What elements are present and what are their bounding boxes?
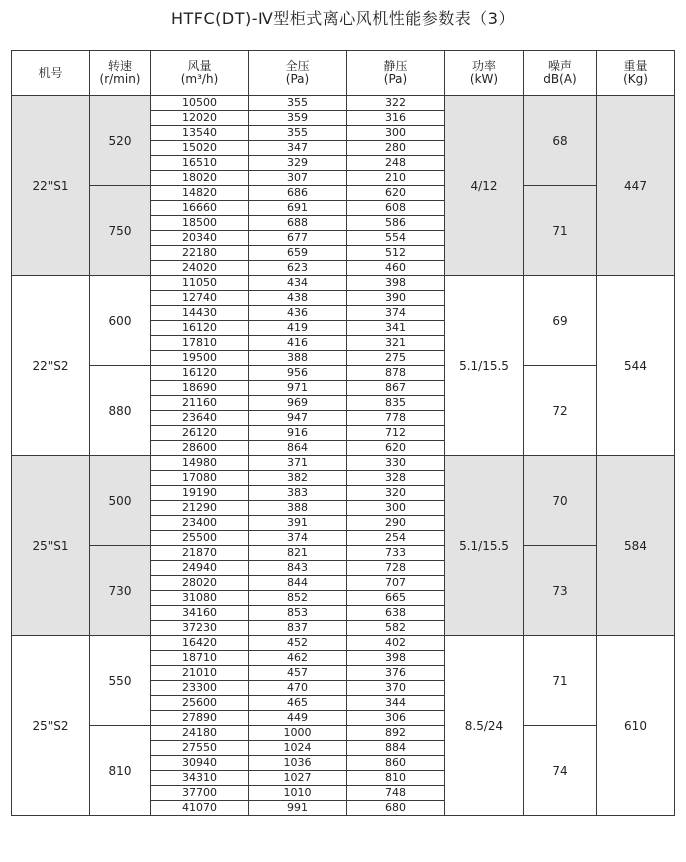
total-pressure-cell: 677 [249,231,347,246]
model-cell: 25"S2 [12,636,90,816]
total-pressure-cell: 956 [249,366,347,381]
static-pressure-cell: 210 [347,171,445,186]
total-pressure-cell: 1000 [249,726,347,741]
total-pressure-cell: 843 [249,561,347,576]
weight-cell: 610 [597,636,675,816]
total-pressure-cell: 374 [249,531,347,546]
total-pressure-cell: 462 [249,651,347,666]
static-pressure-cell: 554 [347,231,445,246]
table-body [12,96,675,816]
total-pressure-cell: 947 [249,411,347,426]
static-pressure-cell: 290 [347,516,445,531]
airflow-cell: 34310 [151,771,249,786]
static-pressure-cell: 512 [347,246,445,261]
total-pressure-cell: 1024 [249,741,347,756]
table-row [12,186,675,201]
static-pressure-cell: 341 [347,321,445,336]
header-static-pressure: 静压 (Pa) [347,51,445,96]
airflow-cell: 27890 [151,711,249,726]
noise-cell: 73 [524,546,597,636]
airflow-cell: 24940 [151,561,249,576]
airflow-cell: 26120 [151,426,249,441]
total-pressure-cell: 844 [249,576,347,591]
total-pressure-cell: 452 [249,636,347,651]
total-pressure-cell: 391 [249,516,347,531]
static-pressure-cell: 665 [347,591,445,606]
total-pressure-cell: 916 [249,426,347,441]
airflow-cell: 18020 [151,171,249,186]
speed-cell: 550 [90,636,151,726]
noise-cell: 71 [524,186,597,276]
total-pressure-cell: 837 [249,621,347,636]
airflow-cell: 17810 [151,336,249,351]
total-pressure-cell: 853 [249,606,347,621]
airflow-cell: 23300 [151,681,249,696]
static-pressure-cell: 370 [347,681,445,696]
speed-cell: 500 [90,456,151,546]
static-pressure-cell: 586 [347,216,445,231]
static-pressure-cell: 733 [347,546,445,561]
airflow-cell: 12020 [151,111,249,126]
airflow-cell: 12740 [151,291,249,306]
total-pressure-cell: 659 [249,246,347,261]
total-pressure-cell: 307 [249,171,347,186]
total-pressure-cell: 686 [249,186,347,201]
total-pressure-cell: 1010 [249,786,347,801]
total-pressure-cell: 852 [249,591,347,606]
airflow-cell: 10500 [151,96,249,111]
noise-cell: 68 [524,96,597,186]
airflow-cell: 14430 [151,306,249,321]
static-pressure-cell: 748 [347,786,445,801]
static-pressure-cell: 320 [347,486,445,501]
total-pressure-cell: 419 [249,321,347,336]
noise-cell: 72 [524,366,597,456]
static-pressure-cell: 460 [347,261,445,276]
table-row [12,366,675,381]
static-pressure-cell: 390 [347,291,445,306]
header-speed: 转速 (r/min) [90,51,151,96]
static-pressure-cell: 728 [347,561,445,576]
static-pressure-cell: 316 [347,111,445,126]
total-pressure-cell: 388 [249,351,347,366]
power-cell: 4/12 [445,96,524,276]
airflow-cell: 16120 [151,366,249,381]
weight-cell: 584 [597,456,675,636]
total-pressure-cell: 1027 [249,771,347,786]
total-pressure-cell: 821 [249,546,347,561]
noise-cell: 70 [524,456,597,546]
static-pressure-cell: 306 [347,711,445,726]
airflow-cell: 14980 [151,456,249,471]
static-pressure-cell: 248 [347,156,445,171]
total-pressure-cell: 436 [249,306,347,321]
total-pressure-cell: 382 [249,471,347,486]
airflow-cell: 19190 [151,486,249,501]
airflow-cell: 16660 [151,201,249,216]
model-cell: 22"S1 [12,96,90,276]
speed-cell: 600 [90,276,151,366]
airflow-cell: 14820 [151,186,249,201]
total-pressure-cell: 383 [249,486,347,501]
model-cell: 25"S1 [12,456,90,636]
airflow-cell: 15020 [151,141,249,156]
power-cell: 5.1/15.5 [445,276,524,456]
speed-cell: 810 [90,726,151,816]
airflow-cell: 25500 [151,531,249,546]
total-pressure-cell: 864 [249,441,347,456]
total-pressure-cell: 691 [249,201,347,216]
static-pressure-cell: 884 [347,741,445,756]
table-row [12,546,675,561]
static-pressure-cell: 878 [347,366,445,381]
airflow-cell: 27550 [151,741,249,756]
static-pressure-cell: 322 [347,96,445,111]
airflow-cell: 24020 [151,261,249,276]
static-pressure-cell: 608 [347,201,445,216]
speed-cell: 520 [90,96,151,186]
static-pressure-cell: 275 [347,351,445,366]
static-pressure-cell: 374 [347,306,445,321]
static-pressure-cell: 620 [347,186,445,201]
weight-cell: 544 [597,276,675,456]
static-pressure-cell: 638 [347,606,445,621]
airflow-cell: 30940 [151,756,249,771]
header-airflow: 风量 (m³/h) [151,51,249,96]
airflow-cell: 37230 [151,621,249,636]
speed-cell: 880 [90,366,151,456]
static-pressure-cell: 835 [347,396,445,411]
static-pressure-cell: 707 [347,576,445,591]
airflow-cell: 37700 [151,786,249,801]
noise-cell: 71 [524,636,597,726]
airflow-cell: 16120 [151,321,249,336]
airflow-cell: 23640 [151,411,249,426]
airflow-cell: 18500 [151,216,249,231]
static-pressure-cell: 778 [347,411,445,426]
airflow-cell: 24180 [151,726,249,741]
total-pressure-cell: 465 [249,696,347,711]
total-pressure-cell: 388 [249,501,347,516]
airflow-cell: 31080 [151,591,249,606]
static-pressure-cell: 300 [347,126,445,141]
total-pressure-cell: 457 [249,666,347,681]
model-cell: 22"S2 [12,276,90,456]
total-pressure-cell: 359 [249,111,347,126]
table-row [12,96,675,111]
header-noise: 噪声 dB(A) [524,51,597,96]
static-pressure-cell: 680 [347,801,445,816]
airflow-cell: 18690 [151,381,249,396]
static-pressure-cell: 860 [347,756,445,771]
airflow-cell: 16510 [151,156,249,171]
table-row [12,456,675,471]
airflow-cell: 13540 [151,126,249,141]
static-pressure-cell: 376 [347,666,445,681]
airflow-cell: 21010 [151,666,249,681]
static-pressure-cell: 402 [347,636,445,651]
performance-table [11,50,675,816]
total-pressure-cell: 329 [249,156,347,171]
total-pressure-cell: 371 [249,456,347,471]
total-pressure-cell: 347 [249,141,347,156]
airflow-cell: 23400 [151,516,249,531]
static-pressure-cell: 582 [347,621,445,636]
total-pressure-cell: 1036 [249,756,347,771]
table-row [12,276,675,291]
static-pressure-cell: 344 [347,696,445,711]
static-pressure-cell: 254 [347,531,445,546]
total-pressure-cell: 623 [249,261,347,276]
static-pressure-cell: 620 [347,441,445,456]
page-title: HTFC(DT)-Ⅳ型柜式离心风机性能参数表（3） [171,9,515,28]
noise-cell: 74 [524,726,597,816]
static-pressure-cell: 328 [347,471,445,486]
airflow-cell: 18710 [151,651,249,666]
total-pressure-cell: 355 [249,126,347,141]
static-pressure-cell: 867 [347,381,445,396]
power-cell: 8.5/24 [445,636,524,816]
static-pressure-cell: 321 [347,336,445,351]
static-pressure-cell: 892 [347,726,445,741]
table-row [12,726,675,741]
total-pressure-cell: 969 [249,396,347,411]
airflow-cell: 11050 [151,276,249,291]
weight-cell: 447 [597,96,675,276]
total-pressure-cell: 416 [249,336,347,351]
table-row [12,636,675,651]
static-pressure-cell: 398 [347,651,445,666]
header-power: 功率 (kW) [445,51,524,96]
total-pressure-cell: 355 [249,96,347,111]
airflow-cell: 21290 [151,501,249,516]
airflow-cell: 28600 [151,441,249,456]
airflow-cell: 41070 [151,801,249,816]
airflow-cell: 22180 [151,246,249,261]
airflow-cell: 28020 [151,576,249,591]
header-model: 机号 [12,51,90,96]
header-weight: 重量 (Kg) [597,51,675,96]
speed-cell: 730 [90,546,151,636]
airflow-cell: 16420 [151,636,249,651]
airflow-cell: 34160 [151,606,249,621]
speed-cell: 750 [90,186,151,276]
total-pressure-cell: 449 [249,711,347,726]
total-pressure-cell: 470 [249,681,347,696]
noise-cell: 69 [524,276,597,366]
airflow-cell: 20340 [151,231,249,246]
static-pressure-cell: 712 [347,426,445,441]
total-pressure-cell: 688 [249,216,347,231]
static-pressure-cell: 330 [347,456,445,471]
total-pressure-cell: 438 [249,291,347,306]
total-pressure-cell: 991 [249,801,347,816]
static-pressure-cell: 810 [347,771,445,786]
airflow-cell: 21160 [151,396,249,411]
airflow-cell: 21870 [151,546,249,561]
airflow-cell: 19500 [151,351,249,366]
static-pressure-cell: 280 [347,141,445,156]
static-pressure-cell: 398 [347,276,445,291]
total-pressure-cell: 971 [249,381,347,396]
airflow-cell: 17080 [151,471,249,486]
header-row [12,51,675,96]
airflow-cell: 25600 [151,696,249,711]
header-total-pressure: 全压 (Pa) [249,51,347,96]
static-pressure-cell: 300 [347,501,445,516]
power-cell: 5.1/15.5 [445,456,524,636]
total-pressure-cell: 434 [249,276,347,291]
